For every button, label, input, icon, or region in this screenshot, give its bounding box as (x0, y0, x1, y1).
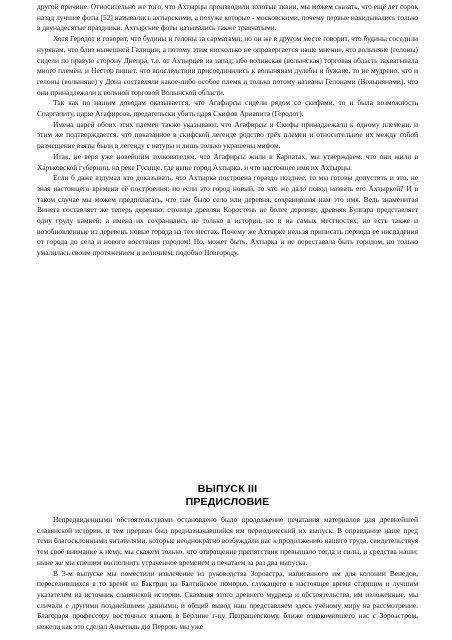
preface-text-section (37, 515, 418, 633)
paragraph-akhtyrka-fabrics: другой причине. Относительно же того, что Ахтырцы производили золотые ткани, мы можем сказать, что ещё лет сорок назад лучшие фоты [52] назывались ахтырскими, а похуже которые - московскими, почему первые накидывались только в двунадесятые праздники. Ахтырские фоты назывались также травчатыми. (37, 2, 418, 33)
preface-heading: ПРЕДИСЛОВИЕ (185, 496, 270, 508)
issue-heading: ВЫПУСК III (197, 483, 258, 495)
paragraph-akhtyrka-city: Если б даже вздумал кто доказывать, что Ахтырка построена гораздо позднее, то мы готовы допустить и это, не зная настоящего времени её построения; но если это город новый, то что же дало повод назвать его Ахтыркой? И в таком случае мы можем предполагать, что там было село или деревня, сохранившая нам это имя. Ведь знаменитая Винета составляет же теперь деревню; столица древлян Коростень не более деревни; древняя Булгара представляет одну груду камней; а имена их сохранились не только в истории, но и на самых местностях; но есть также и возобновленные из деревень новые города на тех местах. Почему же Ахтырке нельзя приписать периода ее ниспадения от города до села и нового восстания городом! Но, может быть, Ахтырка и не переставала быть городом, но только умалилась своим протяжением и величием, подобно Новгороду. (37, 173, 418, 258)
paragraph-spargapit: Так как по нашим доводам оказывается, что Агафирсы сидели рядом со скифами, то и была возможность Спаргапиту, царю Агафирсов, предательски убить царя Скифов Ариапита (Геродот). (37, 98, 418, 119)
paragraph-agathyrsi-location: Итак, не веря уже новейшим толкователям, что Агафирсы жили в Карпатах, мы утверждаем, что они жили в Харьковской губернии, на реке Гусище, где ныне город Ахтырка, и что настоящее имя их Ахтырцы. (37, 151, 418, 172)
paragraph-unforeseen-circumstances: Непредвиденными обстоятельствами остановлено было продолжение печатания материалов для древнейшей славянской истории, и тем прерван был предназначавшийся им периодический их выпуск. В оправдание наше пред теми благосклонными читателями, которые неоднократно возбуждали нас к продолжению нашего труда, свидетельствуя тем своё внимание к нему, мы скажем только, что отвращение препятствия превышало тогда и силы, и средства наши; ныне же мы спешим восполнить утраченное временем и печатаем за раз два выпуска. (37, 515, 418, 567)
paragraph-budini-geloni: Хотя Геродот и говорит, что будины и гелоны за сарматами; но он же в другом месте говорит, что будины соседили нурянам, что близ нынешней Галиции; а потому этим нисколько не опровергается наше мнение, что волыняне (гелоны) сидели по правую сторону Днепра, т.е. от Ахтырцев на запад; ибо волинская (волынская) торговая область захватывала много племён, и Нестор пишет, что впоследствии присоединились к волынянам дулебы и бужане, то не мудрено, что и гелоны (волыняне) у Дона составляли какое-либо особое племя и только потому названы Гелонами (Волынянами), что они принадлежали к вольной торговой Волынской области. (37, 34, 418, 97)
paragraph-zoroaster: В 3-м выпуске мы поместили извлечение из руководства Зороастра, написанного им для колонии Венедов, переселившихся в то время из Бактрии на Балтийское поморье, служащего в настоящее время старшим и лучшим указателем на источник славянской истории. Сказания этого древнего мудреца и обстоятельства, им изложенные, мы сличали с другими позднейшими данными, и общий вывод наш представляем здесь учёному миру на рассмотрение. Благодаря профессору восточных языков в Берлине г-ну Петрашевскому, ближе ознакомившего нас с Зороастром, нежели как это сделал Анкетиль дю Перрон, мы уже (37, 568, 418, 632)
paragraph-kings-names: Имена царей обоих этих племен также указывают, что Агафирсы и Скифы принадлежали к одному племени, и этим же подтверждается, что показанное в скифской легенде родство трёх племен и относительное их между собой размещение взяты были в легенду с натуры и лишь только украшены мифом. (37, 119, 418, 151)
top-text-section (37, 2, 418, 259)
